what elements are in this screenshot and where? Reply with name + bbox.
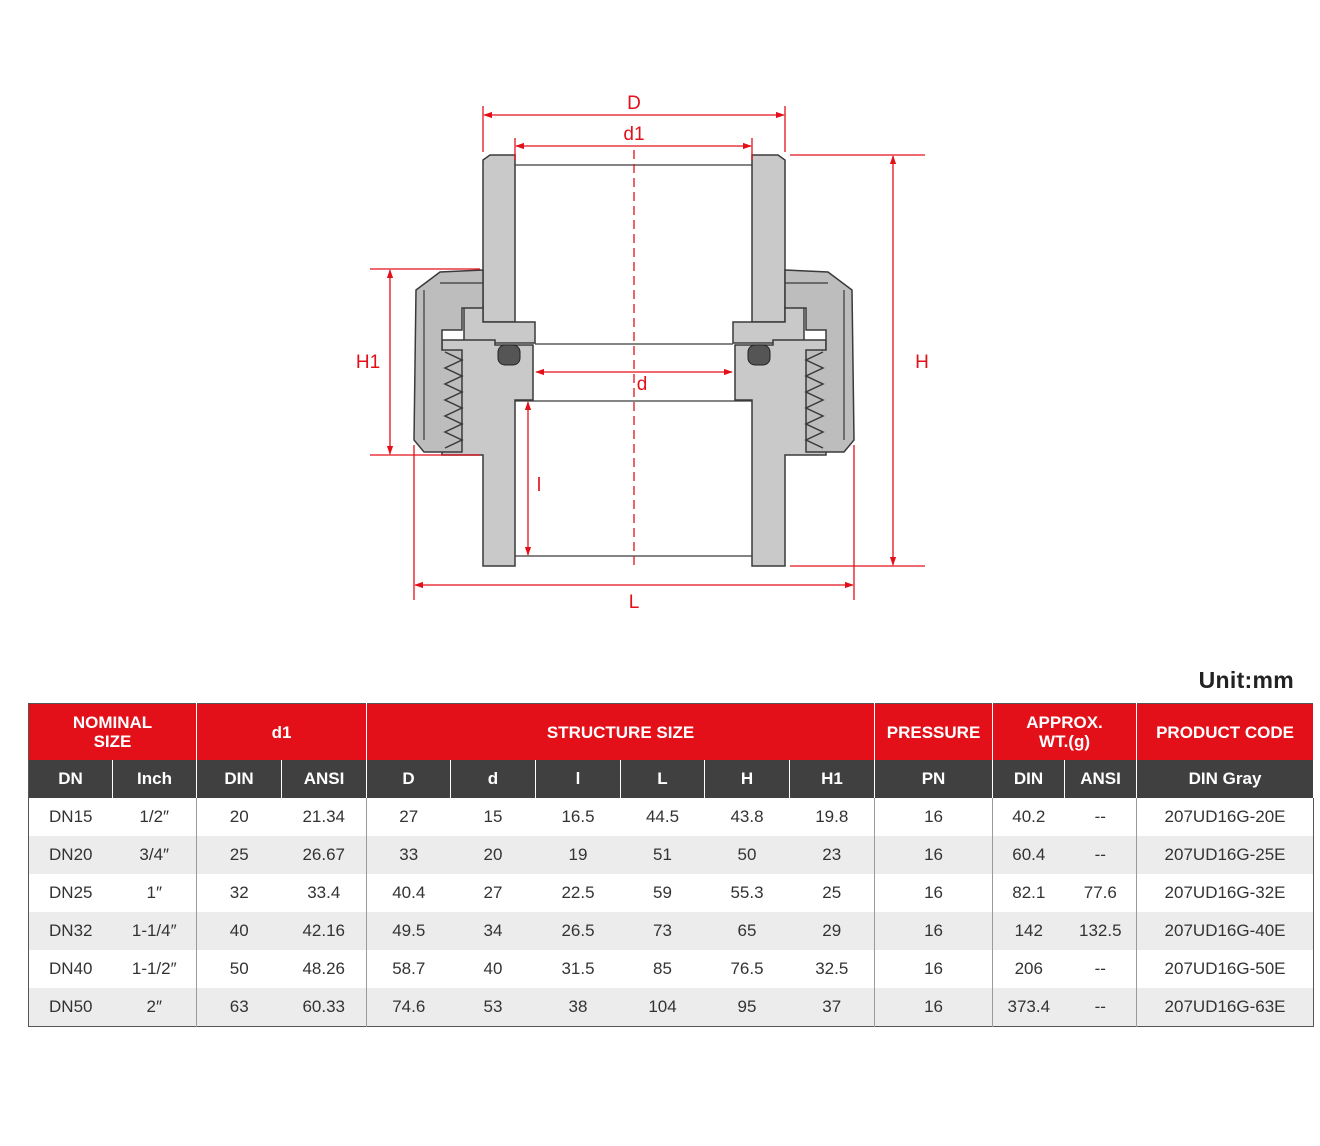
cell-D: 74.6: [367, 988, 451, 1027]
sub-header-d1-ansi: ANSI: [282, 760, 367, 798]
cell-L: 59: [653, 883, 672, 902]
sub-header-H: H: [705, 760, 790, 798]
group-header-product-code: PRODUCT CODE: [1137, 704, 1314, 761]
sub-header-d: d: [451, 760, 536, 798]
table-row: [29, 912, 1314, 950]
cell-pn: 16: [875, 950, 993, 988]
sub-header-pn: PN: [875, 760, 993, 798]
upper-socket-right-wall: [752, 155, 785, 322]
cell-dn: DN50: [29, 988, 113, 1027]
cell-wt-ansi: --: [1065, 798, 1137, 836]
cell-D: 40.4: [392, 883, 426, 902]
table-row: [29, 798, 1314, 836]
group-header-structure-size: STRUCTURE SIZE: [367, 704, 875, 761]
cell-H1: 32.5: [790, 950, 875, 988]
cell-d1-ansi: 48.26: [282, 950, 367, 988]
cell-l: 26.5: [536, 912, 621, 950]
cell-wt-din: 373.4: [993, 988, 1065, 1027]
cell-d1-din: 25: [197, 836, 282, 874]
cell-dn: DN25: [49, 883, 93, 902]
cell-wt-din: 60.4: [993, 836, 1065, 874]
cell-H: 43.8: [730, 807, 764, 826]
o-ring-right: [748, 345, 770, 365]
cell-wt-ansi: --: [1065, 836, 1137, 874]
cell-l: 16.5: [561, 807, 595, 826]
table-row: [29, 874, 1314, 912]
sub-header-H1: H1: [790, 760, 875, 798]
cell-H: 76.5: [730, 959, 764, 978]
cell-H1: 25: [790, 874, 875, 912]
cell-H1: 23: [790, 836, 875, 874]
label-d1: d1: [623, 124, 645, 145]
cell-H: 55.3: [730, 883, 764, 902]
cell-dn: DN40: [49, 959, 93, 978]
cell-pn: 16: [875, 988, 993, 1027]
cell-d1-din: 50: [229, 959, 249, 978]
cell-H1: 19.8: [790, 798, 875, 836]
cell-l: 31.5: [561, 959, 595, 978]
cell-H: 65: [705, 912, 790, 950]
sub-header-dn: DN: [29, 760, 113, 798]
group-header-nominal-size: NOMINAL SIZE: [29, 704, 197, 761]
cell-d1-din: 40: [197, 912, 282, 950]
cell-d1-din: 20: [229, 807, 249, 826]
cell-product-code: 207UD16G-50E: [1164, 959, 1286, 978]
cell-d: 20: [451, 836, 536, 874]
label-d: d: [636, 374, 648, 395]
o-ring-left: [498, 345, 520, 365]
cell-product-code: 207UD16G-25E: [1137, 836, 1314, 874]
cell-dn: DN20: [29, 836, 113, 874]
table-row: [29, 988, 1314, 1027]
cell-d1-din: 63: [197, 988, 282, 1027]
sub-header-wt-ansi: ANSI: [1065, 760, 1137, 798]
cell-L: 44.5: [645, 807, 680, 826]
cell-dn: DN32: [29, 912, 113, 950]
cell-pn: 16: [875, 874, 993, 912]
label-L: L: [628, 592, 640, 613]
cell-product-code: 207UD16G-40E: [1137, 912, 1314, 950]
cell-D: 33: [367, 836, 451, 874]
cell-inch: 2″: [113, 988, 197, 1027]
upper-socket-left-wall: [483, 155, 515, 322]
table-row: [29, 950, 1314, 988]
cell-inch: 1-1/4″: [113, 912, 197, 950]
group-header-pressure: PRESSURE: [875, 704, 993, 761]
group-header-approx-weight: APPROX. WT.(g): [993, 704, 1137, 761]
cell-L: 104: [621, 988, 705, 1027]
cell-D: 27: [399, 807, 419, 826]
cell-product-code: 207UD16G-63E: [1137, 988, 1314, 1027]
cell-wt-din: 142: [993, 912, 1065, 950]
group-header-d1: d1: [197, 704, 367, 761]
cell-d: 27: [483, 883, 503, 902]
sub-header-D: D: [367, 760, 451, 798]
cell-wt-ansi: 132.5: [1065, 912, 1137, 950]
cell-L: 85: [653, 959, 672, 978]
unit-label: Unit:mm: [1198, 667, 1294, 693]
cell-d: 40: [483, 959, 503, 978]
cell-d1-ansi: 42.16: [282, 912, 367, 950]
cell-L: 51: [621, 836, 705, 874]
cell-wt-din: 82.1: [1012, 883, 1046, 902]
sub-header-inch: Inch: [113, 760, 197, 798]
cell-d: 34: [451, 912, 536, 950]
cell-H: 50: [705, 836, 790, 874]
label-l: l: [536, 475, 542, 496]
cell-wt-din: 206: [1014, 959, 1043, 978]
cell-inch: 3/4″: [113, 836, 197, 874]
cell-l: 19: [536, 836, 621, 874]
cell-D: 58.7: [392, 959, 426, 978]
cell-H1: 29: [790, 912, 875, 950]
label-H: H: [915, 352, 929, 373]
cell-l: 22.5: [561, 883, 595, 902]
group-header-row: [29, 704, 1314, 761]
cell-inch: 1-1/2″: [113, 950, 197, 988]
cell-wt-ansi: --: [1065, 988, 1137, 1027]
cell-wt-ansi: 77.6: [1065, 874, 1137, 912]
sub-header-l: l: [536, 760, 621, 798]
cell-pn: 16: [875, 912, 993, 950]
table-row: [29, 836, 1314, 874]
sub-header-wt-din: DIN: [993, 760, 1065, 798]
label-H1: H1: [355, 352, 381, 373]
cell-wt-ansi: --: [1065, 950, 1137, 988]
cell-d: 15: [483, 807, 503, 826]
cell-H1: 37: [790, 988, 875, 1027]
cell-wt-din: 40.2: [1012, 807, 1046, 826]
sub-header-din-gray: DIN Gray: [1137, 760, 1314, 798]
cell-D: 49.5: [367, 912, 451, 950]
cell-d1-din: 32: [229, 883, 249, 902]
label-D: D: [627, 93, 641, 114]
cell-product-code: 207UD16G-20E: [1164, 807, 1286, 826]
cell-L: 73: [621, 912, 705, 950]
sub-header-d1-din: DIN: [197, 760, 282, 798]
cell-d1-ansi: 33.4: [282, 874, 367, 912]
sub-header-L: L: [621, 760, 705, 798]
cell-pn: 16: [875, 836, 993, 874]
cell-pn: 16: [875, 798, 993, 836]
cell-product-code: 207UD16G-32E: [1164, 883, 1286, 902]
cell-inch: 1″: [113, 874, 197, 912]
cell-d1-ansi: 26.67: [282, 836, 367, 874]
sub-header-row: [29, 760, 1314, 798]
cell-l: 38: [536, 988, 621, 1027]
cell-H: 95: [705, 988, 790, 1027]
spec-table-body: [29, 798, 1314, 1027]
cell-d: 53: [451, 988, 536, 1027]
cell-dn: DN15: [49, 807, 93, 826]
cell-d1-ansi: 60.33: [282, 988, 367, 1027]
cell-inch: 1/2″: [113, 798, 197, 836]
cell-d1-ansi: 21.34: [282, 798, 367, 836]
spec-table: [28, 703, 1314, 1027]
